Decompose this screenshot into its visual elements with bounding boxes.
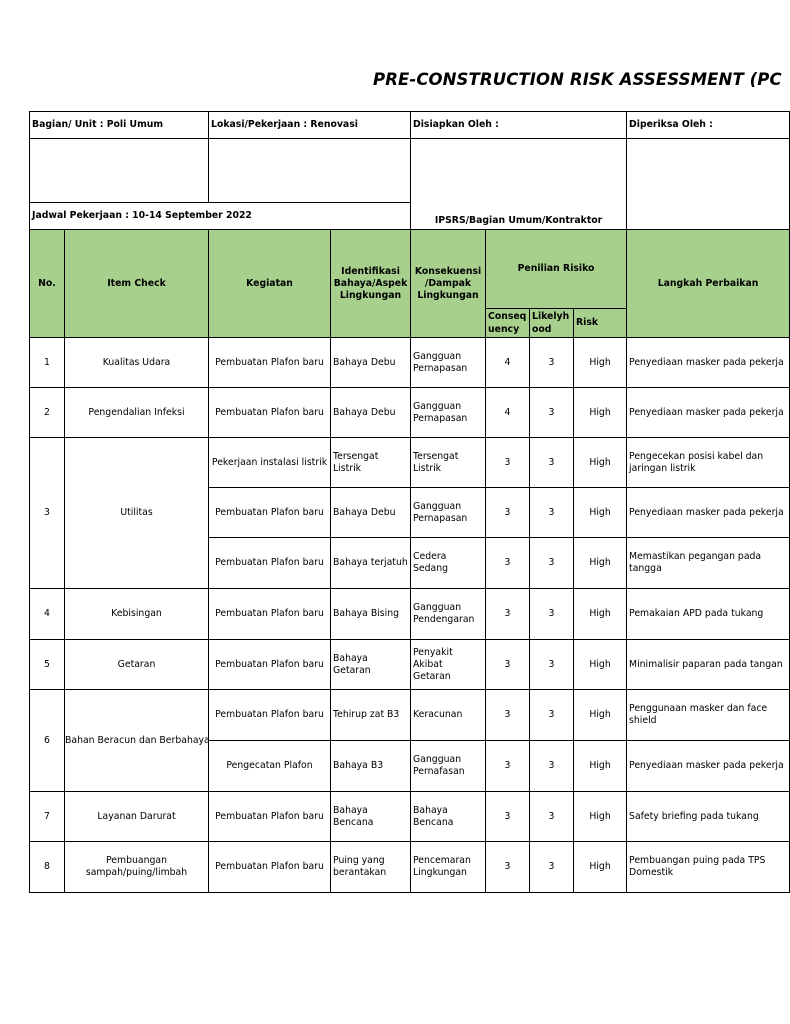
table-row <box>30 792 790 842</box>
kegiatan-cell: Pembuatan Plafon baru <box>209 388 331 438</box>
dampak-cell: Gangguan Pendengaran <box>411 589 486 640</box>
table-row <box>30 842 790 893</box>
risk-value: High <box>574 741 627 792</box>
disiapkan-oleh-label: Disiapkan Oleh : <box>411 112 627 139</box>
header-kegiatan: Kegiatan <box>209 230 331 338</box>
consequency-value: 4 <box>486 338 530 388</box>
row-number: 2 <box>30 388 65 438</box>
table-row <box>30 438 790 488</box>
header-likelyhood: Likelyhood <box>530 309 574 338</box>
bahaya-cell: Bahaya Debu <box>331 388 411 438</box>
risk-value: High <box>574 338 627 388</box>
dampak-cell: Penyakit Akibat Getaran <box>411 640 486 690</box>
header-konsekuensi: Konsekuensi /Dampak Lingkungan <box>411 230 486 338</box>
header-risk: Risk <box>574 309 627 338</box>
risk-value: High <box>574 438 627 488</box>
risk-value: High <box>574 690 627 741</box>
likelyhood-value: 3 <box>530 338 574 388</box>
consequency-value: 4 <box>486 388 530 438</box>
item-check-cell: Pembuangan sampah/puing/limbah <box>65 842 209 893</box>
dampak-cell: Gangguan Pernapasan <box>411 338 486 388</box>
row-number: 6 <box>30 690 65 792</box>
bahaya-cell: Tehirup zat B3 <box>331 690 411 741</box>
header-identifikasi: Identifikasi Bahaya/Aspek Lingkungan <box>331 230 411 338</box>
likelyhood-value: 3 <box>530 690 574 741</box>
risk-value: High <box>574 640 627 690</box>
dampak-cell: Tersengat Listrik <box>411 438 486 488</box>
langkah-perbaikan-cell: Pengecekan posisi kabel dan jaringan listrik <box>627 438 790 488</box>
dampak-cell: Cedera Sedang <box>411 538 486 589</box>
kegiatan-cell: Pembuatan Plafon baru <box>209 640 331 690</box>
risk-assessment-table <box>29 111 790 893</box>
row-number: 3 <box>30 438 65 589</box>
jadwal-pekerjaan-label: Jadwal Pekerjaan : 10-14 September 2022 <box>30 203 411 230</box>
langkah-perbaikan-cell: Penggunaan masker dan face shield <box>627 690 790 741</box>
langkah-perbaikan-cell: Penyediaan masker pada pekerja <box>627 388 790 438</box>
langkah-perbaikan-cell: Minimalisir paparan pada tangan <box>627 640 790 690</box>
table-row <box>30 338 790 388</box>
kegiatan-cell: Pengecatan Plafon <box>209 741 331 792</box>
langkah-perbaikan-cell: Memastikan pegangan pada tangga <box>627 538 790 589</box>
header-item-check: Item Check <box>65 230 209 338</box>
table-row <box>30 690 790 741</box>
diperiksa-blank-cell <box>627 139 790 230</box>
consequency-value: 3 <box>486 538 530 589</box>
kegiatan-cell: Pembuatan Plafon baru <box>209 842 331 893</box>
item-check-cell: Pengendalian Infeksi <box>65 388 209 438</box>
item-check-cell: Kebisingan <box>65 589 209 640</box>
bahaya-cell: Bahaya Getaran <box>331 640 411 690</box>
langkah-perbaikan-cell: Pembuangan puing pada TPS Domestik <box>627 842 790 893</box>
likelyhood-value: 3 <box>530 538 574 589</box>
risk-value: High <box>574 538 627 589</box>
item-check-cell: Getaran <box>65 640 209 690</box>
risk-value: High <box>574 842 627 893</box>
item-check-cell: Layanan Darurat <box>65 792 209 842</box>
bahaya-cell: Bahaya Debu <box>331 338 411 388</box>
row-number: 8 <box>30 842 65 893</box>
likelyhood-value: 3 <box>530 792 574 842</box>
kegiatan-cell: Pekerjaan instalasi listrik <box>209 438 331 488</box>
table-row <box>30 640 790 690</box>
likelyhood-value: 3 <box>530 741 574 792</box>
likelyhood-value: 3 <box>530 589 574 640</box>
table-row <box>30 589 790 640</box>
risk-value: High <box>574 488 627 538</box>
consequency-value: 3 <box>486 488 530 538</box>
risk-value: High <box>574 589 627 640</box>
kegiatan-cell: Pembuatan Plafon baru <box>209 589 331 640</box>
kegiatan-cell: Pembuatan Plafon baru <box>209 538 331 589</box>
lokasi-pekerjaan-label: Lokasi/Pekerjaan : Renovasi <box>209 112 411 139</box>
dampak-cell: Keracunan <box>411 690 486 741</box>
bagian-blank-cell <box>30 139 209 203</box>
dampak-cell: Pencemaran Lingkungan <box>411 842 486 893</box>
row-number: 5 <box>30 640 65 690</box>
likelyhood-value: 3 <box>530 842 574 893</box>
langkah-perbaikan-cell: Safety briefing pada tukang <box>627 792 790 842</box>
consequency-value: 3 <box>486 842 530 893</box>
diperiksa-oleh-label: Diperiksa Oleh : <box>627 112 790 139</box>
bahaya-cell: Bahaya Debu <box>331 488 411 538</box>
langkah-perbaikan-cell: Penyediaan masker pada pekerja <box>627 338 790 388</box>
langkah-perbaikan-cell: Pemakaian APD pada tukang <box>627 589 790 640</box>
table-row <box>30 388 790 438</box>
dampak-cell: Bahaya Bencana <box>411 792 486 842</box>
item-check-cell: Utilitas <box>65 438 209 589</box>
likelyhood-value: 3 <box>530 488 574 538</box>
document-title: PRE-CONSTRUCTION RISK ASSESSMENT (PC <box>373 70 782 89</box>
header-penilaian-risiko: Penilian Risiko <box>486 230 627 309</box>
header-no: No. <box>30 230 65 338</box>
kegiatan-cell: Pembuatan Plafon baru <box>209 488 331 538</box>
kegiatan-cell: Pembuatan Plafon baru <box>209 690 331 741</box>
consequency-value: 3 <box>486 589 530 640</box>
consequency-value: 3 <box>486 640 530 690</box>
risk-value: High <box>574 792 627 842</box>
kegiatan-cell: Pembuatan Plafon baru <box>209 338 331 388</box>
ipsrs-cell: IPSRS/Bagian Umum/Kontraktor <box>411 139 627 230</box>
dampak-cell: Gangguan Pernafasan <box>411 741 486 792</box>
dampak-cell: Gangguan Pernapasan <box>411 388 486 438</box>
row-number: 7 <box>30 792 65 842</box>
consequency-value: 3 <box>486 792 530 842</box>
header-consequency: Consequency <box>486 309 530 338</box>
likelyhood-value: 3 <box>530 388 574 438</box>
row-number: 4 <box>30 589 65 640</box>
item-check-cell: Kualitas Udara <box>65 338 209 388</box>
bagian-unit-label: Bagian/ Unit : Poli Umum <box>30 112 209 139</box>
consequency-value: 3 <box>486 690 530 741</box>
bahaya-cell: Bahaya Bising <box>331 589 411 640</box>
header-langkah-perbaikan: Langkah Perbaikan <box>627 230 790 338</box>
kegiatan-cell: Pembuatan Plafon baru <box>209 792 331 842</box>
risk-rows <box>30 338 790 893</box>
langkah-perbaikan-cell: Penyediaan masker pada pekerja <box>627 488 790 538</box>
likelyhood-value: 3 <box>530 640 574 690</box>
consequency-value: 3 <box>486 438 530 488</box>
bahaya-cell: Puing yang berantakan <box>331 842 411 893</box>
likelyhood-value: 3 <box>530 438 574 488</box>
row-number: 1 <box>30 338 65 388</box>
dampak-cell: Gangguan Pernapasan <box>411 488 486 538</box>
langkah-perbaikan-cell: Penyediaan masker pada pekerja <box>627 741 790 792</box>
item-check-cell: Bahan Beracun dan Berbahaya <box>65 690 209 792</box>
bahaya-cell: Bahaya B3 <box>331 741 411 792</box>
consequency-value: 3 <box>486 741 530 792</box>
bahaya-cell: Bahaya terjatuh <box>331 538 411 589</box>
lokasi-blank-cell <box>209 139 411 203</box>
bahaya-cell: Tersengat Listrik <box>331 438 411 488</box>
risk-value: High <box>574 388 627 438</box>
bahaya-cell: Bahaya Bencana <box>331 792 411 842</box>
